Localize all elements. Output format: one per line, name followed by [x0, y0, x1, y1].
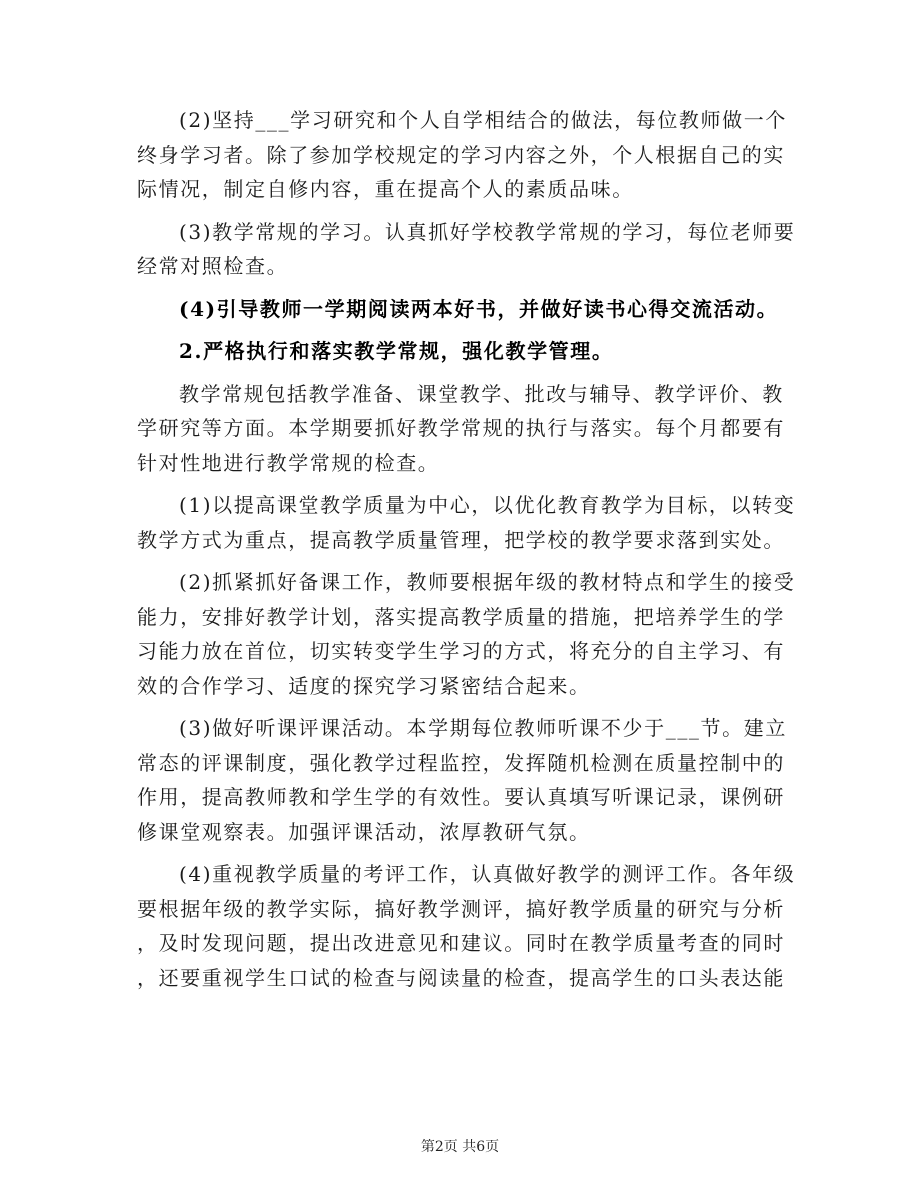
paragraph	[137, 103, 787, 207]
text-line: 2.严格执行和落实教学常规，强化教学管理。	[179, 339, 614, 363]
paragraph	[137, 377, 787, 481]
text-line: 效的合作学习、适度的探究学习紧密结合起来。	[137, 673, 591, 698]
text-line: 学研究等方面。本学期要抓好教学常规的执行与落实。每个月都要有	[137, 416, 785, 440]
paragraph	[137, 488, 796, 557]
text-line: 能力，安排好教学计划，落实提高教学质量的措施，把培养学生的学	[137, 604, 785, 629]
section-heading	[137, 334, 787, 369]
page-number-footer: 第2页 共6页	[420, 1139, 500, 1155]
text-line: 作用，提高教师教和学生学的有效性。要认真填写听课记录，课例研	[137, 785, 785, 809]
paragraph-bold	[137, 292, 787, 327]
text-line: 经常对照检查。	[137, 254, 289, 278]
text-line: (2)坚持___学习研究和个人自学相结合的做法，每位教师做一个	[179, 108, 787, 132]
text-line: 终身学习者。除了参加学校规定的学习内容之外，个人根据自己的实	[137, 142, 785, 167]
text-line: 教学常规包括教学准备、课堂教学、批改与辅导、教学评价、教	[179, 381, 784, 406]
text-line: ，及时发现问题，提出改进意见和建议。同时在教学质量考查的同时	[137, 931, 785, 955]
document-body	[137, 103, 796, 995]
paragraph	[137, 215, 796, 284]
text-line: 常态的评课制度，强化教学过程监控，发挥随机检测在质量控制中的	[137, 750, 785, 775]
text-line: (3)做好听课评课活动。本学期每位教师听课不少于___节。建立	[179, 716, 787, 740]
text-line: 要根据年级的教学实际，搞好教学测评，搞好教学质量的研究与分析	[137, 896, 785, 921]
text-line: (2)抓紧抓好备课工作，教师要根据年级的教材特点和学生的接受	[179, 570, 796, 594]
text-line: (4)重视教学质量的考评工作，认真做好教学的测评工作。各年级	[179, 862, 796, 886]
text-line: 修课堂观察表。加强评课活动，浓厚教研气氛。	[137, 819, 591, 844]
paragraph	[137, 565, 796, 703]
text-line: 教学方式为重点，提高教学质量管理，把学校的教学要求落到实处。	[137, 527, 785, 552]
paragraph	[137, 711, 787, 849]
text-line: 针对性地进行教学常规的检查。	[137, 450, 440, 475]
paragraph	[137, 857, 796, 995]
text-line: (1)以提高课堂教学质量为中心，以优化教育教学为目标，以转变	[179, 493, 796, 517]
text-line: 习能力放在首位，切实转变学生学习的方式，将充分的自主学习、有	[137, 639, 785, 663]
text-line: 际情况，制定自修内容，重在提高个人的素质品味。	[137, 177, 634, 201]
text-line: (4)引导教师一学期阅读两本好书，并做好读书心得交流活动。	[179, 296, 779, 321]
text-line: (3)教学常规的学习。认真抓好学校教学常规的学习，每位老师要	[179, 219, 796, 244]
text-line: ，还要重视学生口试的检查与阅读量的检查，提高学生的口头表达能	[137, 965, 785, 990]
